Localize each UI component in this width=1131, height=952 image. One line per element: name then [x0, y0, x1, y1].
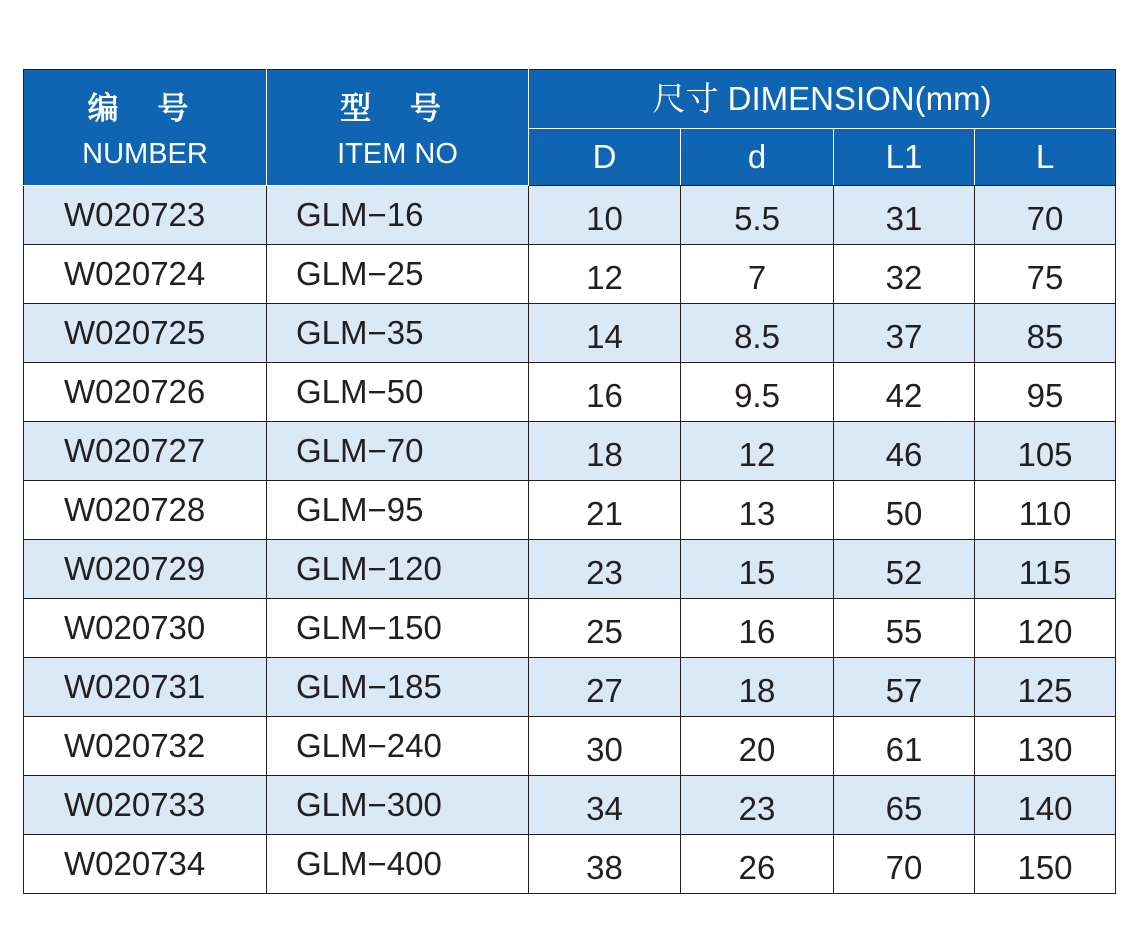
cell-L1: 61 — [834, 717, 975, 776]
cell-L1: 55 — [834, 599, 975, 658]
cell-L: 110 — [975, 481, 1116, 540]
cell-number: W020733 — [24, 776, 267, 835]
cell-L1: 50 — [834, 481, 975, 540]
cell-d: 20 — [681, 717, 834, 776]
cell-D: 16 — [529, 363, 681, 422]
cell-d: 13 — [681, 481, 834, 540]
number-header — [24, 70, 267, 186]
cell-L1: 32 — [834, 245, 975, 304]
cell-item-no: GLM−185 — [267, 658, 529, 717]
cell-item-no: GLM−400 — [267, 835, 529, 894]
cell-L: 95 — [975, 363, 1116, 422]
cell-d: 8.5 — [681, 304, 834, 363]
cell-L: 130 — [975, 717, 1116, 776]
cell-D: 14 — [529, 304, 681, 363]
cell-item-no: GLM−35 — [267, 304, 529, 363]
cell-d: 16 — [681, 599, 834, 658]
cell-L1: 57 — [834, 658, 975, 717]
cell-number: W020724 — [24, 245, 267, 304]
cell-d: 26 — [681, 835, 834, 894]
cell-L: 85 — [975, 304, 1116, 363]
table-row — [24, 540, 1116, 599]
cell-number: W020727 — [24, 422, 267, 481]
cell-D: 23 — [529, 540, 681, 599]
table-body — [24, 186, 1116, 894]
cell-d: 12 — [681, 422, 834, 481]
cell-number: W020726 — [24, 363, 267, 422]
cell-number: W020728 — [24, 481, 267, 540]
cell-D: 12 — [529, 245, 681, 304]
cell-D: 38 — [529, 835, 681, 894]
table-row — [24, 481, 1116, 540]
cell-number: W020725 — [24, 304, 267, 363]
cell-D: 10 — [529, 186, 681, 245]
header-row-top — [24, 70, 1116, 129]
dimension-col-d: d — [681, 129, 834, 186]
number-header-en: NUMBER — [82, 137, 208, 170]
cell-number: W020730 — [24, 599, 267, 658]
cell-D: 21 — [529, 481, 681, 540]
cell-L1: 70 — [834, 835, 975, 894]
cell-D: 18 — [529, 422, 681, 481]
dimension-header: 尺寸 DIMENSION(mm) — [529, 70, 1116, 129]
cell-D: 25 — [529, 599, 681, 658]
table-row — [24, 245, 1116, 304]
cell-item-no: GLM−300 — [267, 776, 529, 835]
item-header-en: ITEM NO — [337, 137, 458, 170]
cell-d: 23 — [681, 776, 834, 835]
cell-item-no: GLM−120 — [267, 540, 529, 599]
cell-d: 5.5 — [681, 186, 834, 245]
cell-L: 120 — [975, 599, 1116, 658]
table-row — [24, 717, 1116, 776]
cell-L1: 42 — [834, 363, 975, 422]
cell-L: 150 — [975, 835, 1116, 894]
cell-d: 9.5 — [681, 363, 834, 422]
table-row — [24, 658, 1116, 717]
cell-L1: 31 — [834, 186, 975, 245]
cell-L: 125 — [975, 658, 1116, 717]
dimension-col-L1: L1 — [834, 129, 975, 186]
cell-L: 70 — [975, 186, 1116, 245]
cell-D: 34 — [529, 776, 681, 835]
cell-item-no: GLM−95 — [267, 481, 529, 540]
table-row — [24, 186, 1116, 245]
cell-d: 18 — [681, 658, 834, 717]
cell-item-no: GLM−240 — [267, 717, 529, 776]
cell-item-no: GLM−16 — [267, 186, 529, 245]
number-header-cn: 编 号 — [87, 90, 203, 127]
cell-item-no: GLM−50 — [267, 363, 529, 422]
cell-item-no: GLM−70 — [267, 422, 529, 481]
cell-d: 15 — [681, 540, 834, 599]
table-row — [24, 422, 1116, 481]
cell-D: 27 — [529, 658, 681, 717]
cell-number: W020723 — [24, 186, 267, 245]
table-row — [24, 304, 1116, 363]
cell-d: 7 — [681, 245, 834, 304]
table-row — [24, 835, 1116, 894]
cell-item-no: GLM−25 — [267, 245, 529, 304]
cell-L: 115 — [975, 540, 1116, 599]
cell-number: W020734 — [24, 835, 267, 894]
cell-L1: 37 — [834, 304, 975, 363]
table-row — [24, 599, 1116, 658]
cell-L: 140 — [975, 776, 1116, 835]
cell-number: W020732 — [24, 717, 267, 776]
cell-L: 105 — [975, 422, 1116, 481]
dimension-spec-table — [23, 69, 1116, 894]
table-row — [24, 776, 1116, 835]
table-row — [24, 363, 1116, 422]
dimension-col-L: L — [975, 129, 1116, 186]
table-header — [24, 70, 1116, 186]
cell-number: W020731 — [24, 658, 267, 717]
cell-number: W020729 — [24, 540, 267, 599]
cell-L1: 65 — [834, 776, 975, 835]
cell-L1: 46 — [834, 422, 975, 481]
cell-L1: 52 — [834, 540, 975, 599]
dimension-col-D: D — [529, 129, 681, 186]
item-header — [267, 70, 529, 186]
item-header-cn: 型 号 — [340, 90, 455, 127]
cell-L: 75 — [975, 245, 1116, 304]
cell-item-no: GLM−150 — [267, 599, 529, 658]
cell-D: 30 — [529, 717, 681, 776]
